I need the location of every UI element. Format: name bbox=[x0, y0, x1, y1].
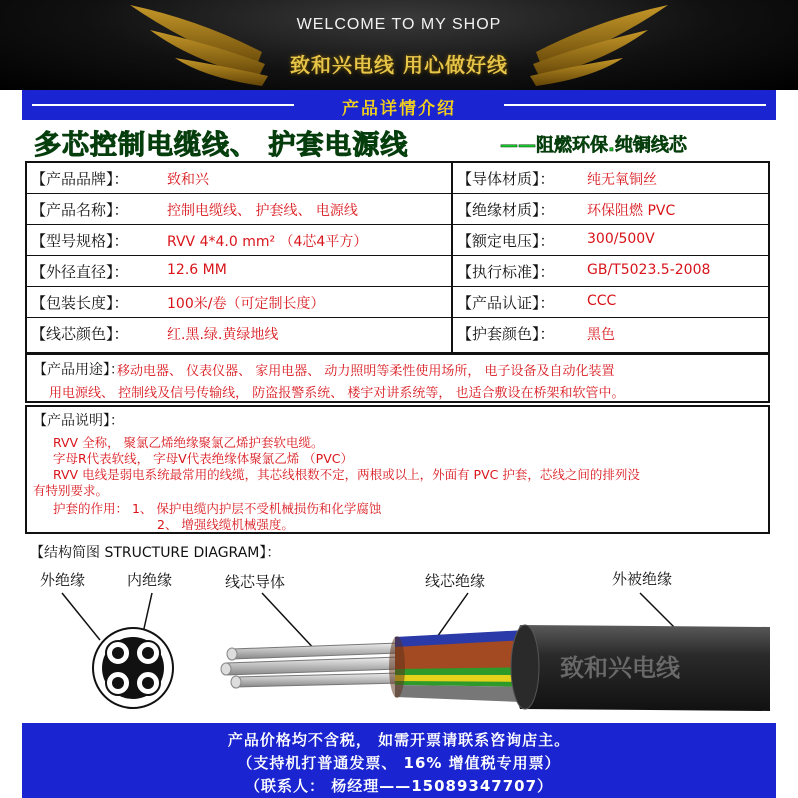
headline-main: 多芯控制电缆线、 护套电源线 bbox=[34, 130, 409, 161]
spec-value: 100米/卷（可定制长度） bbox=[167, 296, 325, 312]
footer-contact: （联系人： 杨经理——15089347707） bbox=[244, 777, 554, 795]
shop-header bbox=[0, 0, 798, 90]
spec-key: 【绝缘材质】： bbox=[457, 201, 555, 219]
welcome-text: WELCOME TO MY SHOP bbox=[296, 16, 502, 33]
label-inner-insulation: 内绝缘 bbox=[127, 571, 173, 589]
spec-value: 黑色 bbox=[587, 327, 615, 343]
cross-section bbox=[93, 628, 173, 708]
spec-value: 致和兴 bbox=[167, 172, 209, 188]
spec-value: 控制电缆线、 护套线、 电源线 bbox=[167, 203, 358, 219]
description-line: 2、 增强线缆机械强度。 bbox=[157, 517, 294, 532]
spec-key: 【额定电压】： bbox=[457, 232, 555, 250]
description-box bbox=[25, 405, 770, 534]
spec-value: RVV 4*4.0 mm² （4芯4平方） bbox=[167, 234, 368, 250]
spec-key: 【产品名称】： bbox=[31, 201, 129, 219]
spec-key: 【产品认证】： bbox=[457, 294, 555, 312]
shop-slogan: 致和兴电线 用心做好线 bbox=[290, 53, 508, 77]
footer-banner bbox=[22, 723, 776, 798]
spec-key: 【执行标准】： bbox=[457, 263, 555, 281]
spec-key: 【型号规格】： bbox=[31, 232, 129, 250]
banner-title: 产品详情介绍 bbox=[342, 99, 456, 119]
description-line: 护套的作用： 1、 保护电缆内护层不受机械损伤和化学腐蚀 bbox=[53, 501, 382, 516]
outer-sheath bbox=[511, 625, 770, 711]
spec-key: 【产品品牌】： bbox=[31, 170, 129, 188]
label-outer-insulation: 外绝缘 bbox=[40, 571, 86, 589]
table-row bbox=[27, 163, 768, 194]
label-conductor: 线芯导体 bbox=[225, 573, 286, 591]
cable-diagram bbox=[0, 585, 798, 723]
description-line: RVV 电线是弱电系统最常用的线缆，其芯线根数不定，两根或以上，外面有 PVC 护套，芯线之间的排列没 bbox=[53, 467, 640, 482]
footer-line: 产品价格均不含税， 如需开票请联系咨询店主。 bbox=[227, 731, 571, 749]
spec-value: 红.黑.绿.黄绿地线 bbox=[167, 327, 279, 343]
table-row bbox=[27, 225, 768, 256]
table-row bbox=[27, 194, 768, 225]
spec-key: 【外径直径】： bbox=[31, 263, 129, 281]
spec-key: 【护套颜色】： bbox=[457, 325, 555, 343]
spec-value: 12.6 MM bbox=[167, 262, 227, 278]
spec-value: 环保阻燃 PVC bbox=[587, 203, 676, 219]
spec-table bbox=[25, 161, 770, 354]
usage-box bbox=[25, 353, 770, 403]
spec-value: 300/500V bbox=[587, 231, 655, 247]
spec-key: 【导体材质】： bbox=[457, 170, 555, 188]
usage-line: 移动电器、 仪表仪器、 家用电器、 动力照明等柔性使用场所， 电子设备及自动化装置 bbox=[117, 364, 615, 379]
description-key: 【产品说明】： bbox=[33, 413, 124, 429]
spec-value: GB/T5023.5-2008 bbox=[587, 262, 711, 278]
spec-key: 【包装长度】： bbox=[31, 294, 129, 312]
usage-line: 用电源线、 控制线及信号传输线， 防盗报警系统、 楼宇对讲系统等， 也适合敷设在桥架和软管中。 bbox=[49, 386, 625, 401]
section-banner bbox=[22, 90, 776, 120]
table-row bbox=[27, 287, 768, 318]
description-line: 字母R代表软线， 字母V代表绝缘体聚氯乙烯 （PVC） bbox=[53, 451, 354, 466]
table-row bbox=[27, 318, 768, 352]
headline-sub: ——阻燃环保.纯铜线芯 bbox=[500, 135, 687, 156]
table-row bbox=[27, 256, 768, 287]
label-core-insulation: 线芯绝缘 bbox=[425, 572, 486, 590]
structure-title: 【结构简图 STRUCTURE DIAGRAM】： bbox=[30, 545, 281, 561]
spec-key: 【线芯颜色】： bbox=[31, 325, 129, 343]
description-line: RVV 全称， 聚氯乙烯绝缘聚氯乙烯护套软电缆。 bbox=[53, 435, 324, 450]
bare-conductors bbox=[221, 643, 400, 688]
spec-value: 纯无氧铜丝 bbox=[587, 172, 657, 188]
spec-value: CCC bbox=[587, 293, 617, 309]
cable-print-text: 致和兴电线 bbox=[560, 654, 680, 682]
footer-line: （支持机打普通发票、 16% 增值税专用票） bbox=[237, 754, 561, 772]
description-line: 有特别要求。 bbox=[33, 483, 109, 498]
usage-key: 【产品用途】： bbox=[33, 362, 124, 378]
label-outer-sheath: 外被绝缘 bbox=[612, 570, 673, 588]
